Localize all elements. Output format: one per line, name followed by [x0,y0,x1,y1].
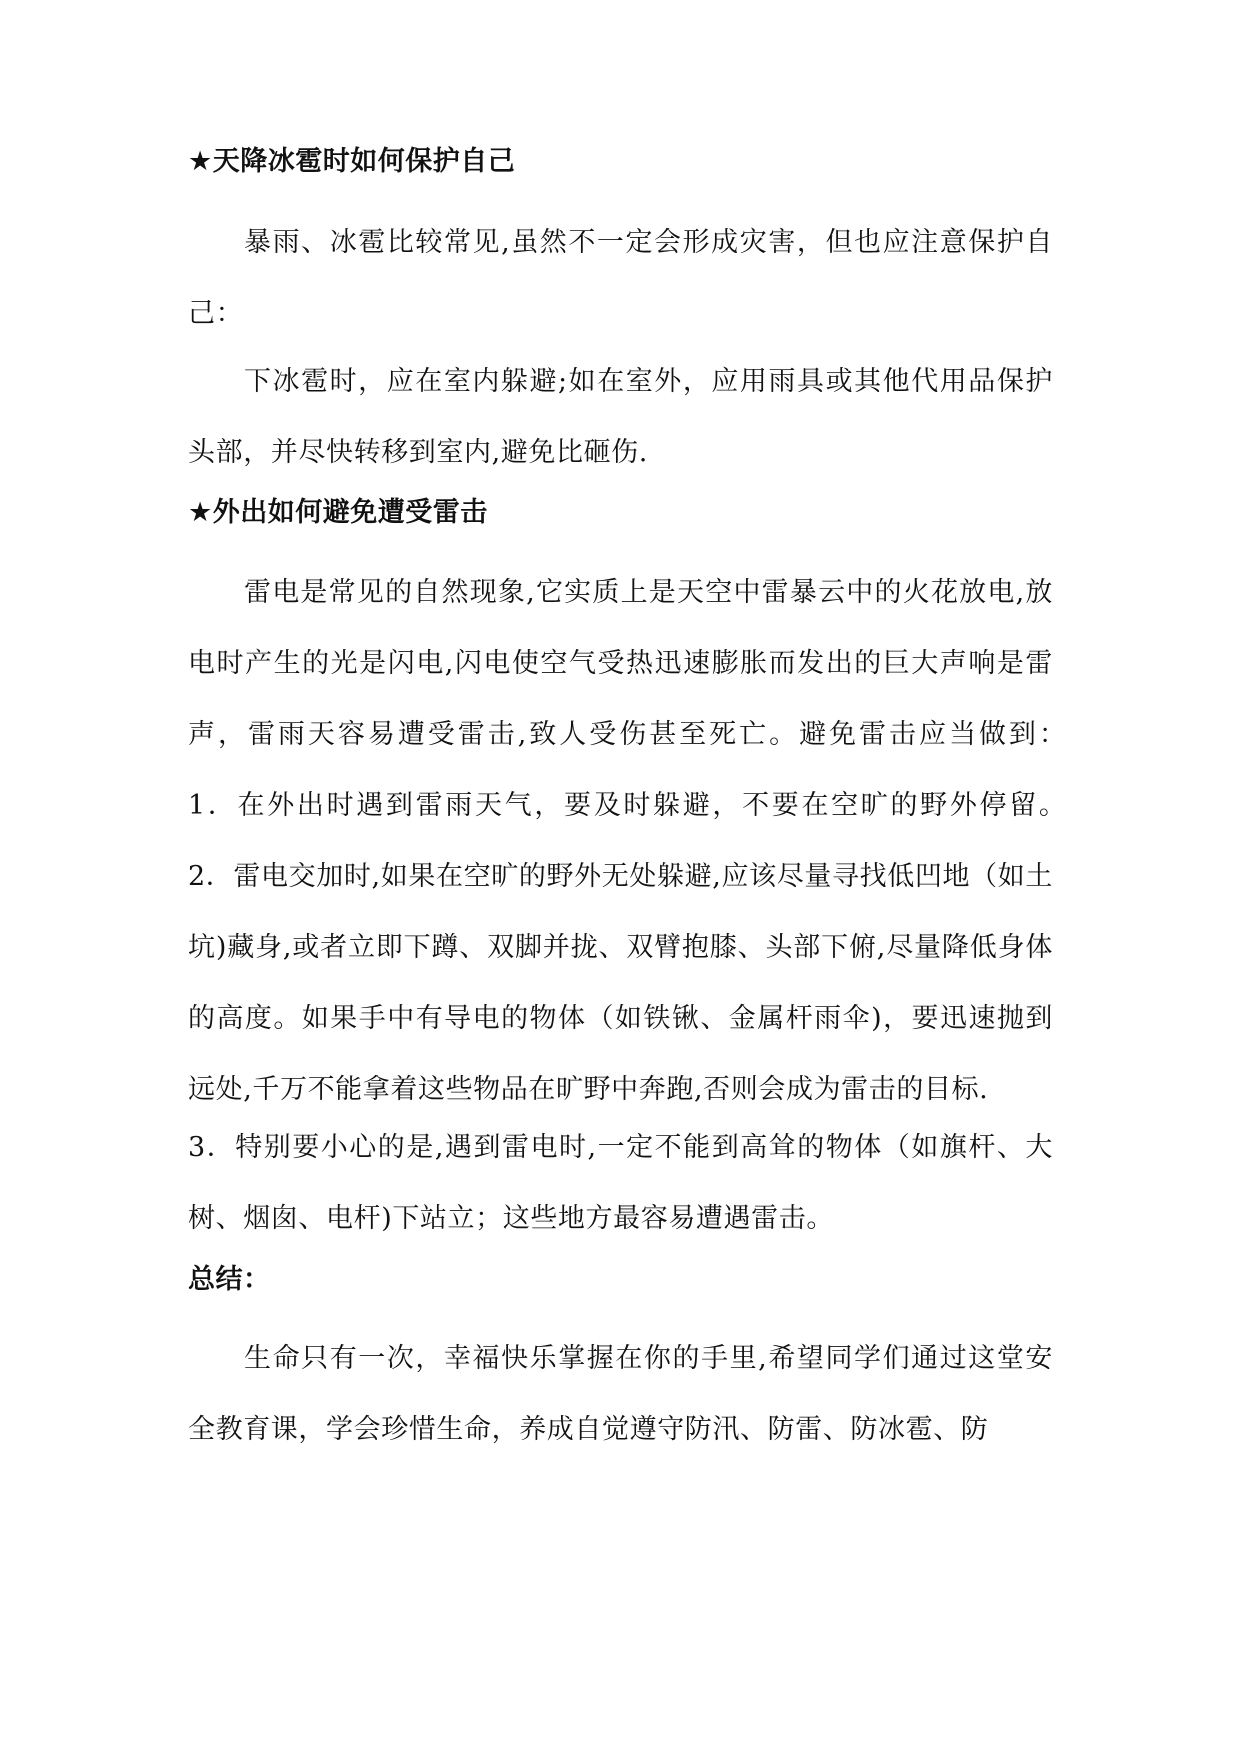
lightning-heading: ★外出如何避免遭受雷击 [188,497,488,528]
hail-heading: ★天降冰雹时如何保护自己 [188,146,516,177]
lightning-paragraph-1: 雷电是常见的自然现象,它实质上是天空中雷暴云中的火花放电,放电时产生的光是闪电,闪电使空气受热迅速膨胀而发出的巨大声响是雷声，雷雨天容易遭受雷击,致人受伤甚至死亡。避免雷击应当做到： 1．在外出时遇到雷雨天气，要及时躲避，不要在空旷的野外停留。 2．雷电交加时,如果在空旷的野外无处躲避,应该尽量寻找低凹地（如土坑)藏身,或者立即下蹲、双脚并拢、双臂抱膝、头部下俯,尽量降低身体的高度。如果手中有导电的物体（如铁锹、金属杆雨伞)，要迅速抛到远处,千万不能拿着这些物品在旷野中奔跑,否则会成为雷击的目标. [188,577,1081,1105]
hail-paragraph-1: 暴雨、冰雹比较常见,虽然不一定会形成灾害，但也应注意保护自己： [188,227,1053,329]
lightning-paragraph-2: 3．特别要小心的是,遇到雷电时,一定不能到高耸的物体（如旗杆、大树、烟囱、电杆)下站立；这些地方最容易遭遇雷击。 [188,1132,1053,1234]
summary-paragraph: 生命只有一次，幸福快乐掌握在你的手里,希望同学们通过这堂安全教育课，学会珍惜生命，养成自觉遵守防汛、防雷、防冰雹、防 [188,1343,1053,1445]
hail-paragraph-2: 下冰雹时，应在室内躲避;如在室外，应用雨具或其他代用品保护头部，并尽快转移到室内,避免比砸伤. [188,366,1053,468]
summary-heading: 总结： [188,1264,271,1295]
